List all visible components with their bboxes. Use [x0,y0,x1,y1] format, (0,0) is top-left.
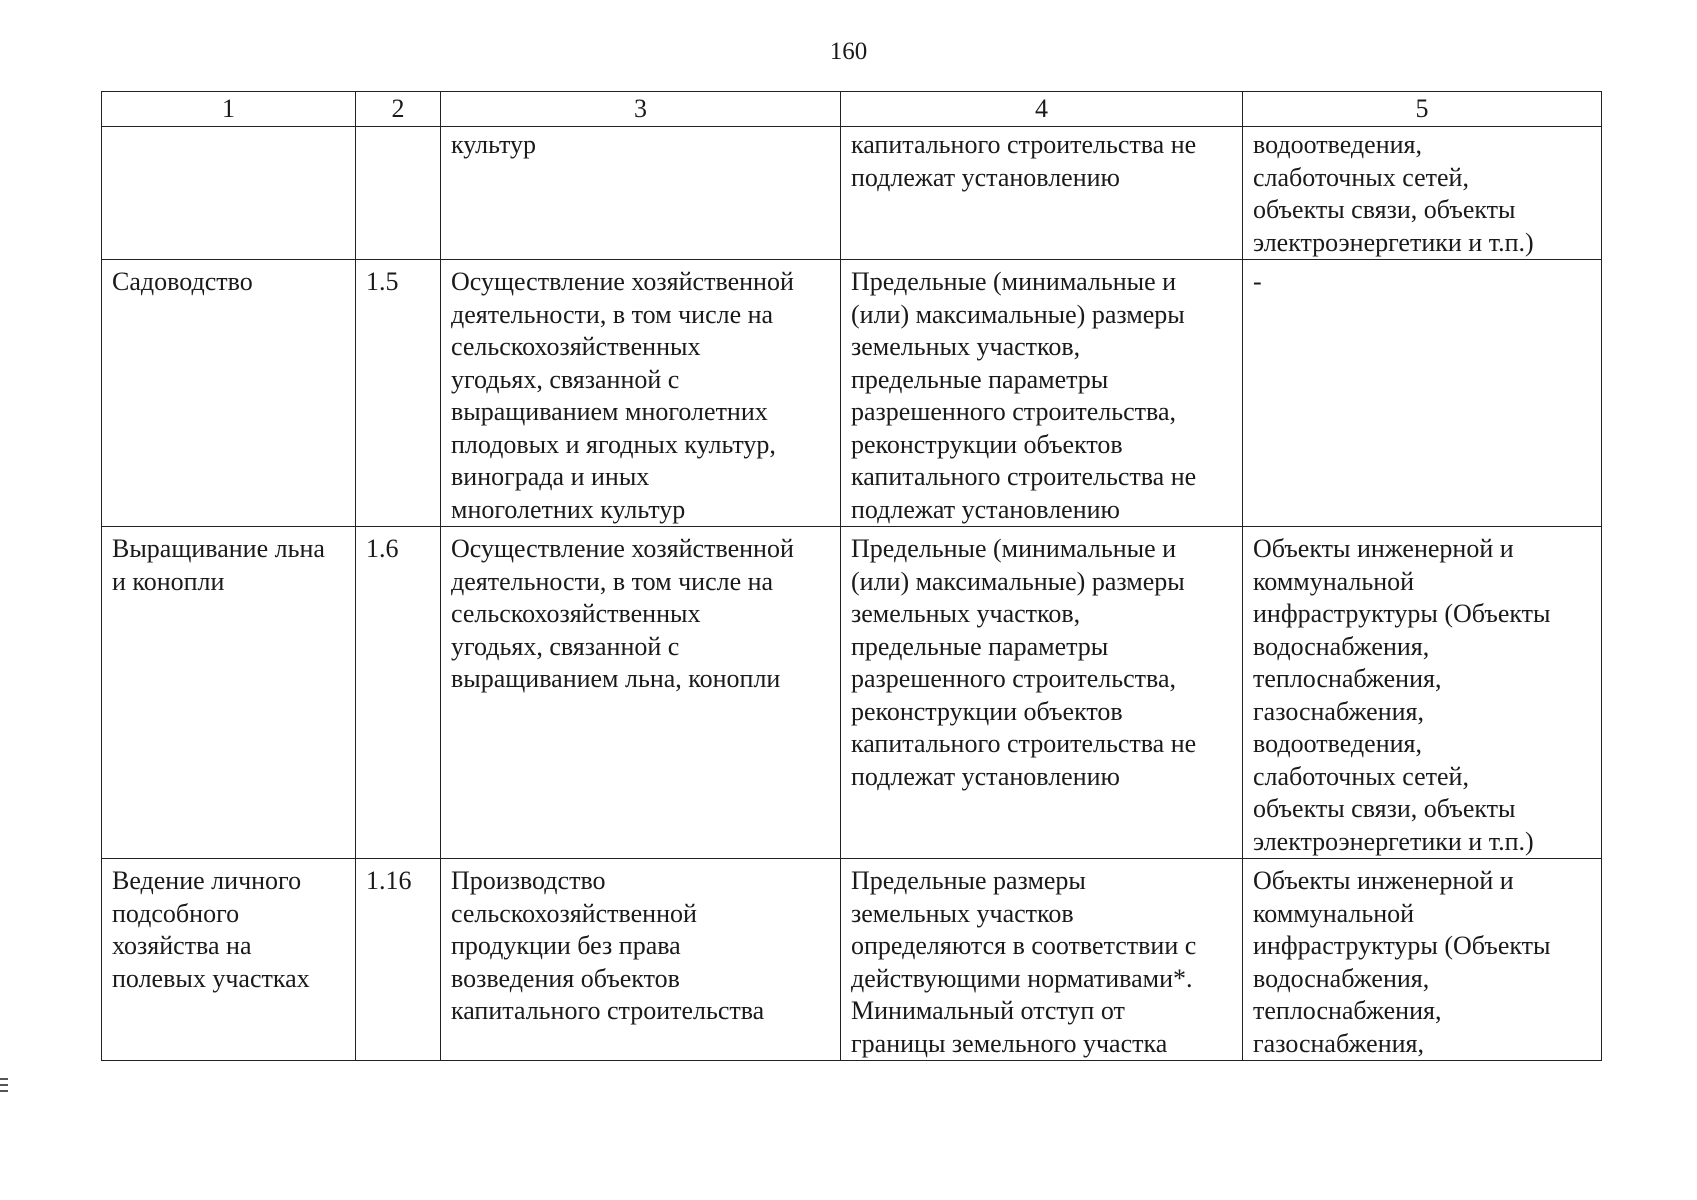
column-header-5: 5 [1243,92,1602,127]
use-description-cell [441,127,841,260]
table-row [102,859,1602,1061]
use-name-cell [102,527,356,859]
use-objects-cell [1243,527,1602,859]
use-name: Садоводство [112,267,253,296]
column-header-4: 4 [841,92,1243,127]
binding-mark [0,1078,8,1098]
use-code: 1.16 [366,866,412,895]
use-code-cell [356,527,441,859]
use-description: Осуществление хозяйственной деятельности, в том числе на сельскохозяйственных угодьях, связанной с выращиванием многолетних плодовых и ягодных культур, винограда и иных многолетних культур [451,267,794,524]
use-objects-cell [1243,127,1602,260]
use-description-cell [441,527,841,859]
use-parameters-cell [841,859,1243,1061]
use-name: Ведение личного подсобного хозяйства на полевых участках [112,866,310,993]
use-description-cell [441,859,841,1061]
use-objects-cell [1243,260,1602,527]
use-parameters-cell [841,260,1243,527]
use-objects: - [1253,267,1262,296]
use-name-cell [102,127,356,260]
table-row [102,527,1602,859]
use-code-cell [356,260,441,527]
use-objects: Объекты инженерной и коммунальной инфраструктуры (Объекты водоснабжения, теплоснабжения, газоснабжения, [1253,866,1551,1058]
use-parameters: Предельные (минимальные и (или) максимальные) размеры земельных участков, предельные параметры разрешенного строительства, реконструкции объектов капитального строительства не подлежат установлению [851,267,1197,524]
use-code-cell [356,859,441,1061]
use-name: Выращивание льна и конопли [112,534,325,596]
page-number: 160 [829,38,868,65]
column-header-3: 3 [441,92,841,127]
use-description-cell [441,260,841,527]
use-parameters: капитального строительства не подлежат установлению [851,130,1197,192]
use-parameters: Предельные размеры земельных участков определяются в соответствии с действующими нормативами*. Минимальный отступ от границы земельного участка [851,866,1197,1058]
use-objects: Объекты инженерной и коммунальной инфраструктуры (Объекты водоснабжения, теплоснабжения, газоснабжения, водоотведения, слаботочных сетей, объекты связи, объекты электроэнергетики и т.п.) [1253,534,1551,856]
header-row [102,92,1602,127]
table-row [102,260,1602,527]
use-name-cell [102,260,356,527]
use-parameters-cell [841,527,1243,859]
use-objects: водоотведения, слаботочных сетей, объекты связи, объекты электроэнергетики и т.п.) [1253,130,1534,257]
use-description: Производство сельскохозяйственной продукции без права возведения объектов капитального строительства [451,866,765,1025]
column-header-1: 1 [102,92,356,127]
use-code-cell [356,127,441,260]
use-objects-cell [1243,859,1602,1061]
use-name-cell [102,859,356,1061]
use-code: 1.5 [366,267,399,296]
use-parameters: Предельные (минимальные и (или) максимальные) размеры земельных участков, предельные параметры разрешенного строительства, реконструкции объектов капитального строительства не подлежат установлению [851,534,1197,791]
table-row [102,127,1602,260]
use-description: культур [451,130,536,159]
use-code: 1.6 [366,534,399,563]
land-use-table [101,91,1602,1061]
column-header-2: 2 [356,92,441,127]
use-parameters-cell [841,127,1243,260]
use-description: Осуществление хозяйственной деятельности, в том числе на сельскохозяйственных угодьях, связанной с выращиванием льна, конопли [451,534,794,693]
